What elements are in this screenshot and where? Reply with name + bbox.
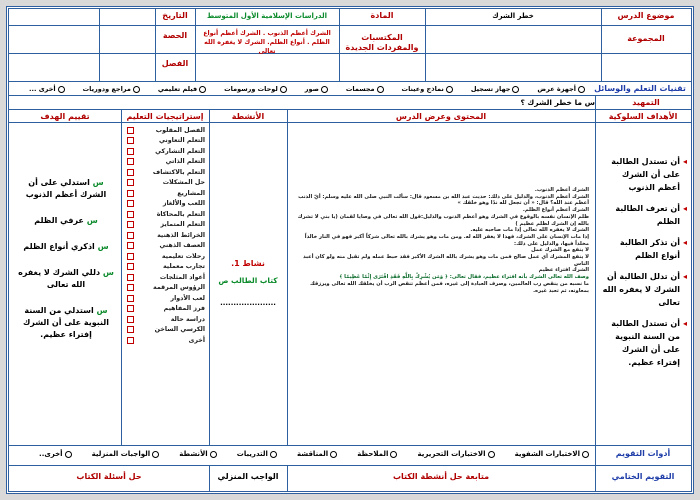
radio-circle-icon <box>330 451 337 458</box>
checkbox-icon[interactable] <box>127 284 134 291</box>
checkbox-icon[interactable] <box>127 337 134 344</box>
objective-item: ◂ أن تذكر الطالبة أنواع الظلم <box>619 238 687 260</box>
intro-question: س ما خطر الشرك ؟ <box>520 98 595 107</box>
radio-circle-icon <box>270 451 277 458</box>
objective-item: ◂ أن تستدل الطالبة من السنة النبوية على أن الشرك إفتراء عظيم. <box>611 319 687 367</box>
checkbox-icon[interactable] <box>127 274 134 281</box>
divider <box>121 109 122 445</box>
concepts-label: المكتسبات والمفردات الجديدة <box>345 33 419 52</box>
objectives-header: الأهداف السلوكية <box>608 112 678 121</box>
divider <box>9 445 691 446</box>
objectives-list <box>599 155 687 377</box>
checkbox-icon[interactable] <box>127 253 134 260</box>
checkbox-icon[interactable] <box>127 316 134 323</box>
strategy-item[interactable]: المشاريع <box>127 188 205 199</box>
strategy-item[interactable]: الفصل المقلوب <box>127 125 205 136</box>
strategy-item[interactable]: الكرسي الساخن <box>127 325 205 336</box>
divider <box>9 53 691 54</box>
checkbox-icon[interactable] <box>127 148 134 155</box>
book-questions-label: حل أسئلة الكتاب <box>76 472 142 481</box>
strategy-item[interactable]: أخرى <box>127 335 205 346</box>
divider <box>99 9 100 81</box>
radio-circle-icon <box>578 86 585 93</box>
strategy-item[interactable]: العصف الذهني <box>127 241 205 252</box>
divider <box>9 465 691 466</box>
divider <box>209 109 210 445</box>
activity-dots: ..................... <box>220 299 276 307</box>
divider <box>9 81 691 82</box>
objective-item: ◂ أن تدلل الطالبة أن الشرك لا يغفره الله تعالى <box>602 272 687 307</box>
tool-option[interactable]: لوحات ورسومات <box>224 85 287 93</box>
strategy-item[interactable]: تجارب معملية <box>127 262 205 273</box>
bullet-triangle-icon: ◂ <box>682 319 687 328</box>
tool-option[interactable]: فيلم تعليمي <box>158 85 206 93</box>
divider <box>9 122 691 123</box>
evaluation-question: س استدلي من السنة النبوية على أن الشرك إفتراء عظيم. <box>22 306 110 339</box>
strategy-item[interactable]: حل المشكلات <box>127 178 205 189</box>
class-label: الفصل <box>161 59 189 68</box>
radio-circle-icon <box>152 451 159 458</box>
date-label: التاريخ <box>162 11 188 20</box>
period-label: الحصة <box>162 31 188 40</box>
divider <box>287 109 288 445</box>
tool-option[interactable]: جهاز تسجيل <box>471 85 520 93</box>
tools-label: تقنيات التعلم والوسائل <box>594 84 686 93</box>
checkbox-icon[interactable] <box>127 242 134 249</box>
checkbox-icon[interactable] <box>127 295 134 302</box>
activities-header: الأنشطة <box>231 112 265 121</box>
content-heading: الشرك افتراء عظيم <box>538 267 589 274</box>
content-header: المحتوى وعرض الدرس <box>395 112 487 121</box>
strategy-item[interactable]: اللعب والألغاز <box>127 199 205 210</box>
checkbox-icon[interactable] <box>127 263 134 270</box>
subject-label: المادة <box>370 11 394 20</box>
radio-circle-icon <box>321 86 328 93</box>
radio-circle-icon <box>512 86 519 93</box>
radio-circle-icon <box>58 86 65 93</box>
content-paragraph: لا ينفع المشرك أي عمل صالح فمن مات وهو يشرك بالله الشرك الأكبر فقد حبط عمله ولم تقبل منه ولو كان أعبد الناس <box>303 254 589 267</box>
strategies-header: إستراتيجيات التعليم <box>126 112 204 121</box>
content-paragraph: إذا مات الإنسان على الشرك، فهذا لا يغفر الله له. ومن مات وهو يشرك بالله تعالى شركاً أكبر فهو في النار خالداً مخلداً فيها، والدليل على ذلك: <box>304 233 589 247</box>
lesson-topic-value: خطر الشرك <box>492 12 534 20</box>
strategy-item[interactable]: التعلم الذاتي <box>127 157 205 168</box>
checkbox-icon[interactable] <box>127 326 134 333</box>
assessment-option[interactable]: الأنشطة <box>179 450 216 458</box>
tool-option[interactable]: مجسمات <box>346 85 384 93</box>
checkbox-icon[interactable] <box>127 190 134 197</box>
checkbox-icon[interactable] <box>127 127 134 134</box>
tool-option[interactable]: أجهزة عرض <box>537 85 585 93</box>
checkbox-icon[interactable] <box>127 179 134 186</box>
content-heading: الشرك لا يغفره الله تعالى إذا مات صاحبه عليه. <box>470 227 589 234</box>
checkbox-icon[interactable] <box>127 232 134 239</box>
assessment-options <box>39 450 589 458</box>
checkbox-icon[interactable] <box>127 200 134 207</box>
objective-item: ◂ أن تستدل الطالبة على أن الشرك أعظم الذنوب <box>611 157 687 192</box>
content-paragraph: ما نسبه من ينقص رب العالمين، وصرف العبادة إلى غيره، فمن أعظم تنقص الرب أن يخلقك الله تعالى ويرزقك بمعاونه، ثم تعبد غيره. <box>310 280 589 294</box>
assessment-option[interactable]: الواجبات المنزلية <box>92 450 159 458</box>
lesson-topic-label: موضوع الدرس <box>617 11 675 20</box>
tool-option[interactable]: نماذج وعينات <box>402 85 453 93</box>
divider <box>595 109 596 445</box>
radio-circle-icon <box>377 86 384 93</box>
checkbox-icon[interactable] <box>127 169 134 176</box>
tool-option[interactable]: أخرى ... <box>29 85 65 93</box>
bullet-triangle-icon: ◂ <box>682 238 687 247</box>
intro-label: التمهيد <box>632 98 660 107</box>
book-activities-label: متابعة حل أنشطة الكتاب <box>392 472 490 481</box>
homework-label: الواجب المنزلي <box>217 472 279 481</box>
bullet-triangle-icon: ◂ <box>682 204 687 213</box>
radio-circle-icon <box>488 451 495 458</box>
strategy-item[interactable]: الرؤوس المرقمة <box>127 283 205 294</box>
evaluation-header: تقييم الهدف <box>40 112 90 121</box>
radio-circle-icon <box>210 451 217 458</box>
content-paragraph: الشرك أعظم الذنوب، والدليل على ذلك: حديث عبد الله بن مسعود قال: سألت النبي صلى الله عليه وسلم: أيّ الذنب أعظم عند الله؟ قال: « أن تجعل لله ندًا وهو خلقك » <box>298 193 589 207</box>
content-body <box>293 187 589 294</box>
strategy-item[interactable]: التعلم التشاركي <box>127 146 205 157</box>
activity-title: نشاط 1. <box>231 259 265 268</box>
checkbox-icon[interactable] <box>127 137 134 144</box>
evaluation-question: س دللي الشرك لا يغفره الله تعالى <box>18 268 114 289</box>
checkbox-icon[interactable] <box>127 158 134 165</box>
divider <box>425 9 426 81</box>
strategies-list <box>127 125 205 346</box>
content-heading: الشرك أعظم أنواع الظلم. <box>522 207 589 214</box>
assessment-option[interactable]: الاختبارات الشفوية <box>515 450 589 458</box>
strategy-item[interactable]: التعلم بالمحاكاة <box>127 209 205 220</box>
divider <box>595 95 596 109</box>
evaluation-list <box>15 177 117 355</box>
checkbox-icon[interactable] <box>127 221 134 228</box>
bullet-triangle-icon: ◂ <box>682 157 687 166</box>
assessment-option[interactable]: الاختبارات التحريرية <box>418 450 495 458</box>
evaluation-question: س اذكري أنواع الظلم <box>23 242 109 251</box>
content-paragraph: ظلم الإنسان نفسه بالوقوع في الشرك وهو أعظم الذنوب والدليل:قول الله تعالى في وصايا لقمان (يا بني لا تشرك بالله إن الشرك لظلم عظيم ) <box>297 213 589 227</box>
divider <box>9 95 691 96</box>
concepts-value: الشرك أعظم الذنوب . الشرك أعظم أنواع الظلم . أنواع الظلم. الشرك لا يغفره الله تعالى <box>203 30 331 55</box>
strategy-item[interactable]: فرز المفاهيم <box>127 304 205 315</box>
strategy-item[interactable]: التعلم التعاوني <box>127 136 205 147</box>
radio-circle-icon <box>446 86 453 93</box>
assessment-option[interactable]: التدريبات <box>237 450 277 458</box>
evaluation-question: س عرفي الظلم <box>34 216 98 225</box>
strategy-item[interactable]: أعواد المثلجات <box>127 272 205 283</box>
final-assessment-label: التقويم الختامي <box>611 472 675 481</box>
strategy-item[interactable]: الخرائط الذهنية <box>127 230 205 241</box>
radio-circle-icon <box>280 86 287 93</box>
content-paragraph: وصف الله تعالى الشرك بأنه افتراء عظيم، فقال تعالى: ﴿ وَمَن يُشْرِكْ بِاللَّهِ فَقَدِ افْتَرَى إِثْمًا عَظِيمًا ﴾ <box>339 274 589 281</box>
radio-circle-icon <box>582 451 589 458</box>
lesson-plan-page <box>6 6 694 494</box>
activity-text: كتاب الطالب ص <box>218 276 278 285</box>
strategy-item[interactable]: التعلم المتمايز <box>127 220 205 231</box>
radio-circle-icon <box>65 451 72 458</box>
checkbox-icon[interactable] <box>127 305 134 312</box>
divider <box>9 25 691 26</box>
strategy-item[interactable]: دراسة حالة <box>127 314 205 325</box>
subject-value: الدراسات الإسلامية الأول المتوسط <box>207 12 327 20</box>
objective-item: ◂ أن تعرف الطالبة الظلم <box>615 204 687 226</box>
activity-block <box>213 259 283 307</box>
radio-circle-icon <box>133 86 140 93</box>
strategy-item[interactable]: رحلات تعليمية <box>127 251 205 262</box>
assessment-option[interactable]: المناقشة <box>297 450 337 458</box>
assessment-option[interactable]: الملاحظة <box>357 450 397 458</box>
radio-circle-icon <box>390 451 397 458</box>
assessment-label: أدوات التقويم <box>615 449 671 458</box>
divider <box>9 109 691 110</box>
tool-option[interactable]: مراجع ودوريات <box>83 85 140 93</box>
content-heading: لا ينفع مع الشرك عمل <box>531 247 589 254</box>
checkbox-icon[interactable] <box>127 211 134 218</box>
tools-options <box>29 85 585 93</box>
content-heading: الشرك أعظم الذنوب. <box>534 187 589 193</box>
assessment-option[interactable]: أخرى.. <box>39 450 72 458</box>
bullet-triangle-icon: ◂ <box>682 272 687 281</box>
strategy-item[interactable]: لعب الأدوار <box>127 293 205 304</box>
radio-circle-icon <box>199 86 206 93</box>
strategy-item[interactable]: التعلم بالاكتشاف <box>127 167 205 178</box>
group-label: المجموعة <box>627 34 665 43</box>
evaluation-question: س استدلي على أن الشرك أعظم الذنوب <box>25 178 107 199</box>
tool-option[interactable]: صور <box>305 85 328 93</box>
